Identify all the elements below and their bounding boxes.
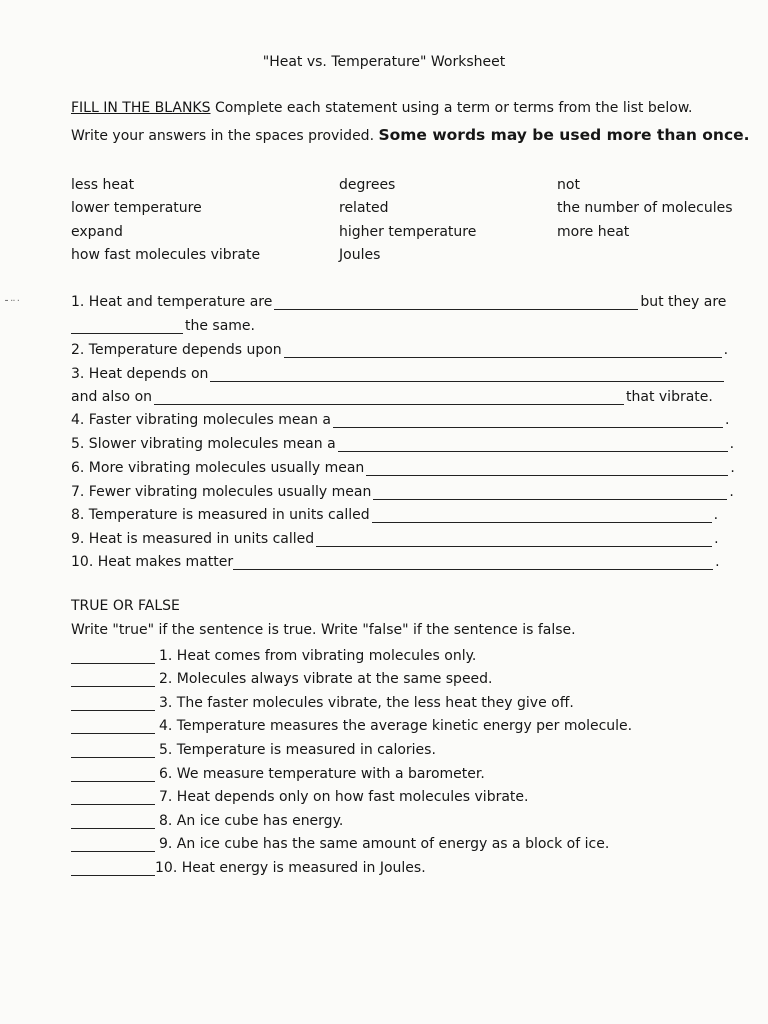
period: . — [730, 460, 735, 476]
answer-blank[interactable] — [366, 461, 728, 476]
tf-statement: 5. Temperature is measured in calories. — [159, 742, 436, 758]
tf-statement: 9. An ice cube has the same amount of energy as a block of ice. — [159, 836, 610, 852]
tf-item-3 — [71, 691, 574, 711]
answer-blank[interactable] — [316, 532, 712, 547]
question-text: 8. Temperature is measured in units called — [71, 507, 370, 523]
word-bank-item: more heat — [557, 223, 630, 240]
tf-item-1 — [71, 644, 476, 664]
question-text: 10. Heat makes matter — [71, 554, 234, 570]
tf-item-7 — [71, 785, 528, 805]
word-bank-item: not — [557, 177, 580, 193]
period: . — [713, 507, 719, 523]
question-text: 6. More vibrating molecules usually mean — [71, 460, 365, 476]
tf-item-2 — [71, 667, 493, 687]
true-false-instruction: Write "true" if the sentence is true. Write "false" if the sentence is false. — [71, 622, 576, 638]
tf-statement: 3. The faster molecules vibrate, the less heat they give off. — [159, 695, 574, 711]
answer-blank[interactable] — [338, 437, 728, 452]
word-bank-item: the number of molecules — [557, 200, 733, 217]
tf-statement: 2. Molecules always vibrate at the same speed. — [159, 671, 493, 687]
answer-blank[interactable] — [373, 485, 727, 500]
tf-item-8 — [71, 809, 343, 829]
tf-statement: 4. Temperature measures the average kinetic energy per molecule. — [159, 718, 633, 734]
answer-blank[interactable] — [154, 390, 624, 405]
word-bank-item: less heat — [71, 177, 135, 193]
question-text: but they are — [640, 294, 727, 310]
word-bank-item: higher temperature — [339, 223, 477, 240]
word-bank-item: related — [339, 200, 389, 217]
question-text: 2. Temperature depends upon — [71, 342, 282, 358]
word-bank-column-1 — [71, 174, 260, 268]
scan-margin-mark: ⁃ ·· · — [4, 296, 19, 307]
period: . — [725, 412, 730, 428]
question-1-cont — [71, 314, 255, 334]
word-bank-item: Joules — [339, 247, 381, 264]
fill-in-instruction-2: Write your answers in the spaces provided. — [71, 128, 379, 144]
tf-answer-blank[interactable] — [71, 861, 155, 876]
tf-answer-blank[interactable] — [71, 672, 155, 687]
tf-item-9 — [71, 832, 609, 852]
question-text: the same. — [185, 318, 255, 334]
word-bank-column-2 — [339, 174, 476, 268]
period: . — [729, 436, 735, 452]
answer-blank[interactable] — [284, 343, 722, 358]
fill-in-emphasis: Some words may be used more than once. — [378, 126, 750, 144]
period: . — [729, 484, 734, 500]
question-text: that vibrate. — [626, 389, 713, 405]
tf-answer-blank[interactable] — [71, 696, 155, 711]
fill-in-instructions — [71, 100, 692, 116]
answer-blank[interactable] — [372, 508, 712, 523]
word-bank-item: lower temperature — [71, 200, 202, 217]
question-text: 1. Heat and temperature are — [71, 294, 273, 310]
tf-answer-blank[interactable] — [71, 814, 155, 829]
word-bank-item: expand — [71, 223, 123, 240]
question-2 — [71, 338, 728, 358]
period: . — [723, 342, 729, 358]
fill-in-instructions-2 — [71, 126, 750, 144]
question-text: 4. Faster vibrating molecules mean a — [71, 412, 331, 428]
tf-statement: 6. We measure temperature with a barometer. — [159, 766, 485, 782]
question-9 — [71, 527, 719, 547]
question-6 — [71, 456, 735, 476]
question-3 — [71, 362, 726, 382]
word-bank-column-3 — [557, 174, 733, 244]
tf-statement: 7. Heat depends only on how fast molecules vibrate. — [159, 789, 529, 805]
page-title: "Heat vs. Temperature" Worksheet — [262, 54, 506, 70]
question-5 — [71, 432, 734, 452]
tf-answer-blank[interactable] — [71, 790, 155, 805]
tf-item-6 — [71, 762, 485, 782]
tf-answer-blank[interactable] — [71, 649, 155, 664]
tf-statement: 10. Heat energy is measured in Joules. — [155, 860, 426, 876]
question-7 — [71, 480, 734, 500]
question-text: 3. Heat depends on — [71, 366, 209, 382]
fill-in-heading: FILL IN THE BLANKS — [71, 100, 211, 116]
tf-item-10 — [71, 856, 426, 876]
tf-answer-blank[interactable] — [71, 719, 155, 734]
question-8 — [71, 503, 718, 523]
word-bank-item: how fast molecules vibrate — [71, 247, 261, 264]
tf-statement: 8. An ice cube has energy. — [159, 813, 344, 829]
tf-item-4 — [71, 714, 632, 734]
question-text: 5. Slower vibrating molecules mean a — [71, 436, 336, 452]
answer-blank[interactable] — [333, 413, 723, 428]
fill-in-instruction-1: Complete each statement using a term or terms from the list below. — [210, 100, 693, 116]
question-text: and also on — [71, 389, 153, 405]
answer-blank[interactable] — [233, 555, 713, 570]
tf-answer-blank[interactable] — [71, 743, 155, 758]
period: . — [714, 531, 719, 547]
question-text: 9. Heat is measured in units called — [71, 531, 315, 547]
answer-blank[interactable] — [71, 319, 183, 334]
period: . — [715, 554, 720, 570]
question-10 — [71, 550, 720, 570]
true-false-heading: TRUE OR FALSE — [71, 598, 180, 614]
tf-answer-blank[interactable] — [71, 837, 155, 852]
question-3-cont — [71, 385, 713, 405]
answer-blank[interactable] — [274, 295, 638, 310]
question-text: 7. Fewer vibrating molecules usually mean — [71, 484, 372, 500]
tf-statement: 1. Heat comes from vibrating molecules only. — [159, 648, 477, 664]
answer-blank[interactable] — [210, 367, 724, 382]
tf-item-5 — [71, 738, 436, 758]
word-bank-item: degrees — [339, 177, 396, 193]
tf-answer-blank[interactable] — [71, 767, 155, 782]
question-1 — [71, 290, 726, 310]
question-4 — [71, 408, 729, 428]
